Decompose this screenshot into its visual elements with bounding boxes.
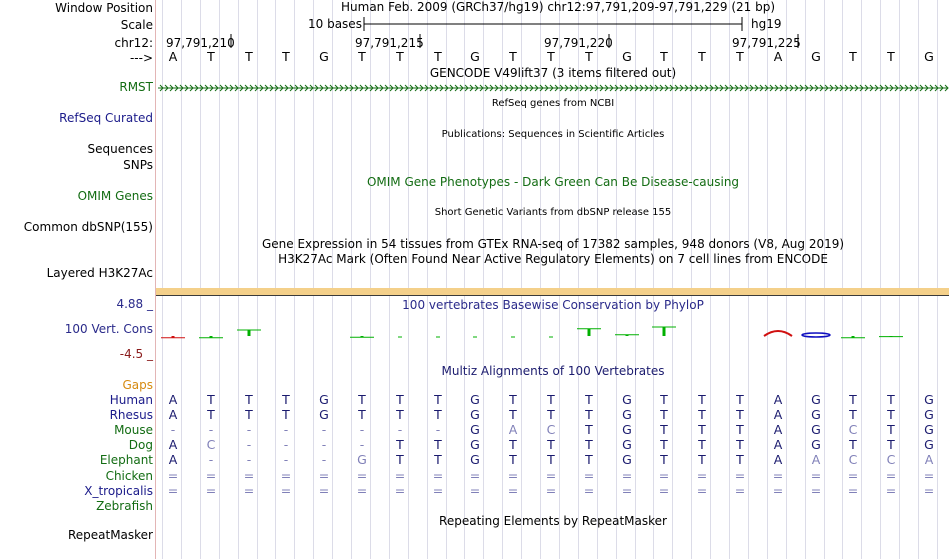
conservation-mark: [588, 329, 591, 336]
alignment-base: T: [660, 407, 668, 423]
cons-track-label[interactable]: 100 Vert. Cons: [64, 322, 153, 336]
alignment-base: =: [356, 467, 368, 483]
alignment-base: =: [243, 467, 255, 483]
alignment-base: A: [773, 422, 783, 438]
scale-text: 10 bases: [308, 17, 362, 31]
alignment-base: =: [280, 482, 292, 498]
alignment-base: -: [283, 437, 289, 453]
h3k27ac-track-label[interactable]: Layered H3K27Ac: [46, 266, 153, 280]
alignment-base: -: [246, 452, 252, 468]
alignment-base: A: [168, 437, 178, 453]
alignment-base: G: [622, 407, 632, 423]
alignment-base: G: [811, 437, 821, 453]
omim-track-label[interactable]: OMIM Genes: [77, 189, 153, 203]
gaps-track-label[interactable]: Gaps: [122, 378, 153, 392]
reference-base: T: [396, 49, 404, 64]
alignment-base: C: [546, 422, 556, 438]
alignment-base: T: [509, 437, 517, 453]
species-label[interactable]: Elephant: [99, 453, 153, 468]
alignment-base: G: [924, 422, 934, 438]
alignment-base: G: [319, 392, 329, 407]
coord-tick-label: 97,791,215: [355, 36, 424, 50]
common-dbsnp-track-label[interactable]: Common dbSNP(155): [23, 220, 153, 234]
omim-track-title[interactable]: OMIM Gene Phenotypes - Dark Green Can Be Disease-causing: [366, 175, 740, 189]
reference-base: G: [924, 49, 934, 64]
alignment-base: -: [359, 437, 365, 453]
alignment-base: T: [358, 392, 366, 407]
alignment-base: T: [585, 392, 593, 407]
alignment-base: G: [470, 407, 480, 423]
alignment-base: =: [583, 467, 595, 483]
coord-tick-label: 97,791,225: [732, 36, 801, 50]
alignment-base: =: [545, 482, 557, 498]
scale-label: Scale: [120, 18, 153, 32]
alignment-base: =: [167, 482, 179, 498]
alignment-base: =: [432, 467, 444, 483]
alignment-base: -: [283, 452, 289, 468]
reference-base: T: [698, 49, 706, 64]
alignment-base: T: [358, 407, 366, 423]
alignment-base: =: [394, 467, 406, 483]
alignment-base: =: [621, 467, 633, 483]
alignment-base: T: [434, 437, 442, 453]
alignment-base: -: [208, 452, 214, 468]
alignment-base: G: [470, 452, 480, 468]
strand-arrow-label: --->: [129, 51, 153, 65]
reference-base: T: [585, 49, 593, 64]
conservation-mark: [663, 327, 666, 336]
alignment-base: G: [319, 407, 329, 423]
alignment-base: =: [469, 482, 481, 498]
alignment-base: G: [811, 392, 821, 407]
alignment-base: A: [168, 407, 178, 423]
alignment-base: T: [887, 422, 895, 438]
alignment-base: T: [698, 422, 706, 438]
alignment-base: G: [622, 422, 632, 438]
alignment-base: =: [810, 467, 822, 483]
window-position-label: Window Position: [55, 1, 153, 15]
alignment-base: A: [508, 422, 518, 438]
alignment-base: =: [394, 482, 406, 498]
alignment-base: T: [207, 392, 215, 407]
alignment-base: T: [396, 452, 404, 468]
alignment-base: T: [736, 422, 744, 438]
alignment-base: =: [885, 467, 897, 483]
alignment-base: T: [585, 452, 593, 468]
reference-base: G: [622, 49, 632, 64]
alignment-base: =: [734, 482, 746, 498]
reference-base: A: [168, 49, 178, 64]
reference-base: A: [773, 49, 783, 64]
refseq-track-label[interactable]: RefSeq Curated: [59, 111, 153, 125]
species-label[interactable]: X_tropicalis: [84, 483, 153, 498]
alignment-base: -: [321, 422, 327, 438]
alignment-base: G: [470, 437, 480, 453]
reference-base: G: [811, 49, 821, 64]
alignment-base: A: [924, 452, 934, 468]
alignment-base: -: [435, 422, 441, 438]
alignment-base: T: [736, 407, 744, 423]
snps-track-label[interactable]: SNPs: [123, 158, 153, 172]
sequences-track-label[interactable]: Sequences: [87, 142, 153, 156]
alignment-base: =: [205, 467, 217, 483]
alignment-base: =: [734, 467, 746, 483]
conservation-mark: [248, 330, 251, 336]
alignment-base: -: [359, 422, 365, 438]
alignment-base: A: [773, 407, 783, 423]
h3k27ac-track-title[interactable]: H3K27Ac Mark (Often Found Near Active Regulatory Elements) on 7 cell lines from ENCODE: [278, 252, 828, 266]
reference-base: T: [358, 49, 366, 64]
alignment-base: =: [885, 482, 897, 498]
alignment-base: T: [509, 392, 517, 407]
alignment-base: T: [698, 437, 706, 453]
assembly-label: hg19: [751, 17, 782, 31]
alignment-base: -: [321, 452, 327, 468]
alignment-base: T: [736, 437, 744, 453]
gencode-track-title[interactable]: GENCODE V49lift37 (3 items filtered out): [429, 66, 677, 80]
cons-min-label: -4.5 _: [119, 347, 153, 361]
alignment-base: G: [811, 407, 821, 423]
coord-tick-label: 97,791,220: [544, 36, 613, 50]
alignment-base: T: [547, 437, 555, 453]
alignment-base: G: [622, 392, 632, 407]
alignment-base: -: [170, 422, 176, 438]
repeatmasker-track-title[interactable]: Repeating Elements by RepeatMasker: [439, 514, 667, 528]
alignment-base: =: [280, 467, 292, 483]
alignment-base: =: [205, 482, 217, 498]
alignment-base: T: [434, 392, 442, 407]
alignment-base: =: [696, 482, 708, 498]
conservation-mark: [764, 331, 792, 336]
alignment-base: T: [547, 392, 555, 407]
alignment-base: T: [245, 392, 253, 407]
alignment-base: T: [509, 407, 517, 423]
species-label[interactable]: Rhesus: [109, 408, 153, 423]
alignment-base: G: [924, 437, 934, 453]
alignment-base: -: [283, 422, 289, 438]
alignment-base: T: [887, 437, 895, 453]
conservation-mark: [802, 333, 830, 337]
species-label[interactable]: Mouse: [114, 423, 153, 438]
alignment-base: =: [810, 482, 822, 498]
alignment-base: T: [887, 407, 895, 423]
alignment-base: A: [811, 452, 821, 468]
alignment-base: -: [246, 422, 252, 438]
alignment-base: =: [507, 482, 519, 498]
alignment-base: =: [772, 467, 784, 483]
alignment-base: T: [396, 437, 404, 453]
multiz-track-title[interactable]: Multiz Alignments of 100 Vertebrates: [441, 364, 665, 378]
reference-base: G: [319, 49, 329, 64]
alignment-base: T: [660, 422, 668, 438]
alignment-base: T: [660, 437, 668, 453]
cons-max-label: 4.88 _: [116, 297, 153, 311]
alignment-base: =: [658, 467, 670, 483]
alignment-base: =: [432, 482, 444, 498]
reference-base: T: [736, 49, 744, 64]
reference-base: T: [434, 49, 442, 64]
alignment-base: G: [622, 437, 632, 453]
alignment-base: -: [397, 422, 403, 438]
reference-base: T: [245, 49, 253, 64]
alignment-base: T: [434, 452, 442, 468]
alignment-base: G: [470, 392, 480, 407]
alignment-base: T: [396, 392, 404, 407]
alignment-base: =: [318, 482, 330, 498]
alignment-base: T: [282, 407, 290, 423]
alignment-base: -: [321, 437, 327, 453]
alignment-base: T: [660, 392, 668, 407]
alignment-base: G: [622, 452, 632, 468]
alignment-base: T: [547, 452, 555, 468]
alignment-base: =: [243, 482, 255, 498]
reference-base: T: [849, 49, 857, 64]
alignment-base: C: [886, 452, 896, 468]
refseq-track-title[interactable]: RefSeq genes from NCBI: [491, 98, 615, 109]
alignment-base: T: [547, 407, 555, 423]
alignment-base: T: [585, 407, 593, 423]
alignment-base: =: [469, 467, 481, 483]
publications-track-title[interactable]: Publications: Sequences in Scientific Articles: [441, 129, 665, 140]
alignment-base: A: [773, 452, 783, 468]
alignment-base: T: [849, 407, 857, 423]
alignment-base: G: [924, 392, 934, 407]
alignment-base: C: [206, 437, 216, 453]
alignment-base: -: [246, 437, 252, 453]
alignment-base: =: [583, 482, 595, 498]
reference-base: T: [660, 49, 668, 64]
alignment-base: =: [923, 482, 935, 498]
species-label[interactable]: Chicken: [105, 468, 153, 483]
reference-base: T: [207, 49, 215, 64]
alignment-base: A: [773, 437, 783, 453]
alignment-base: T: [282, 392, 290, 407]
alignment-base: =: [923, 467, 935, 483]
window-position-text: Human Feb. 2009 (GRCh37/hg19) chr12:97,791,209-97,791,229 (21 bp): [341, 0, 776, 14]
alignment-base: T: [434, 407, 442, 423]
alignment-base: T: [849, 392, 857, 407]
species-label[interactable]: Human: [109, 393, 153, 407]
alignment-base: =: [318, 467, 330, 483]
alignment-base: =: [772, 482, 784, 498]
alignment-base: G: [470, 422, 480, 438]
alignment-base: T: [585, 422, 593, 438]
alignment-base: =: [545, 467, 557, 483]
rmst-gene-label[interactable]: RMST: [119, 80, 153, 94]
phylop-track-title[interactable]: 100 vertebrates Basewise Conservation by PhyloP: [402, 298, 704, 312]
alignment-base: A: [773, 392, 783, 407]
alignment-base: A: [168, 392, 178, 407]
alignment-base: =: [356, 482, 368, 498]
species-label[interactable]: Dog: [128, 438, 153, 453]
alignment-base: T: [396, 407, 404, 423]
coord-tick-label: 97,791,210: [166, 36, 235, 50]
alignment-base: T: [887, 392, 895, 407]
reference-base: G: [470, 49, 480, 64]
alignment-base: C: [848, 422, 858, 438]
alignment-base: =: [167, 467, 179, 483]
alignment-base: =: [658, 482, 670, 498]
alignment-base: =: [847, 482, 859, 498]
alignment-base: =: [696, 467, 708, 483]
alignment-base: C: [848, 452, 858, 468]
gtex-track-title[interactable]: Gene Expression in 54 tissues from GTEx RNA-seq of 17382 samples, 948 donors (V8, Aug 2019): [261, 237, 845, 251]
alignment-base: -: [208, 422, 214, 438]
alignment-base: T: [698, 452, 706, 468]
alignment-base: T: [245, 407, 253, 423]
repeatmasker-track-label[interactable]: RepeatMasker: [67, 528, 153, 542]
alignment-base: T: [736, 452, 744, 468]
reference-base: T: [887, 49, 895, 64]
alignment-base: T: [207, 407, 215, 423]
alignment-base: T: [585, 437, 593, 453]
alignment-base: G: [357, 452, 367, 468]
alignment-base: T: [736, 392, 744, 407]
alignment-base: T: [698, 392, 706, 407]
reference-base: T: [282, 49, 290, 64]
dbsnp-track-title[interactable]: Short Genetic Variants from dbSNP release 155: [434, 207, 672, 218]
alignment-base: =: [621, 482, 633, 498]
alignment-base: T: [849, 437, 857, 453]
alignment-base: G: [924, 407, 934, 423]
reference-base: T: [509, 49, 517, 64]
alignment-base: T: [698, 407, 706, 423]
alignment-base: =: [847, 467, 859, 483]
species-label[interactable]: Zebrafish: [96, 498, 153, 513]
reference-base: T: [547, 49, 555, 64]
alignment-base: T: [660, 452, 668, 468]
alignment-base: =: [507, 467, 519, 483]
alignment-base: T: [509, 452, 517, 468]
alignment-base: A: [168, 452, 178, 468]
alignment-base: G: [811, 422, 821, 438]
chromosome-label: chr12:: [114, 36, 153, 50]
